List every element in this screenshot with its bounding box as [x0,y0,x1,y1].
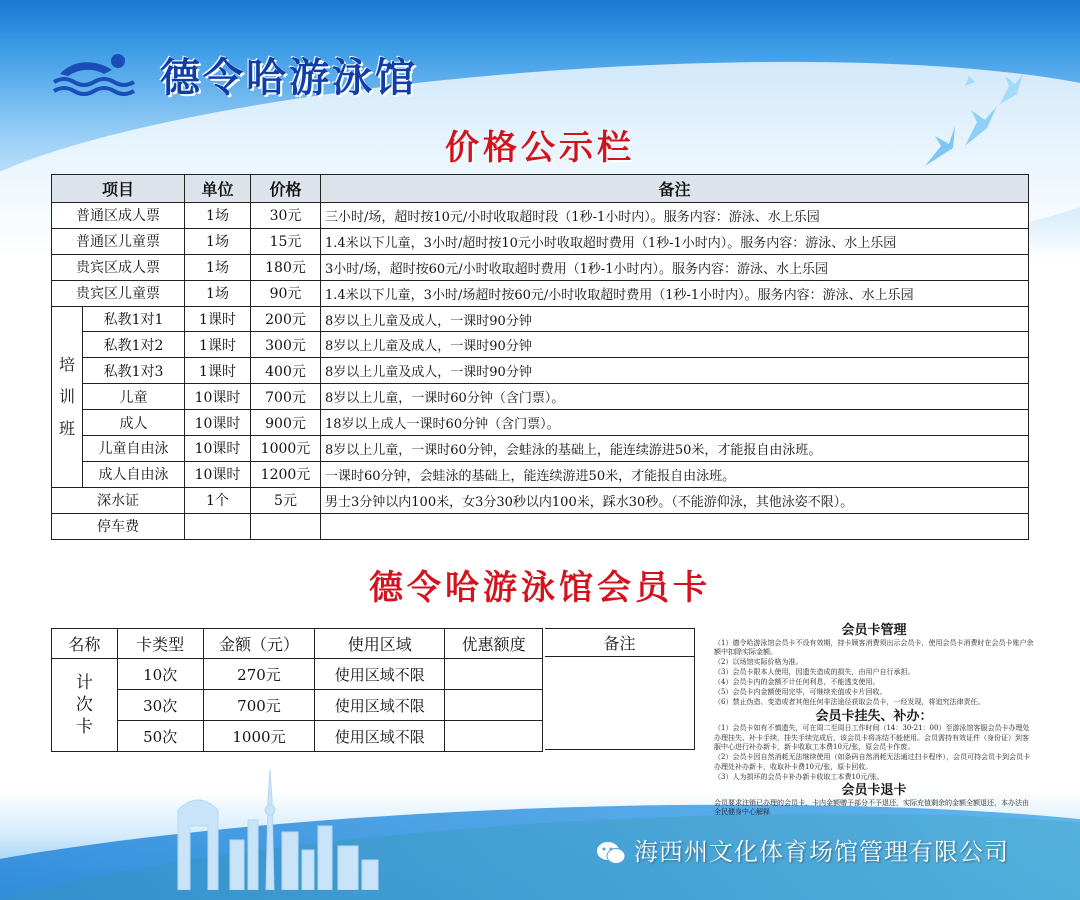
cell-price: 900元 [251,410,321,436]
table-row [52,436,1029,462]
member-header-name: 名称 [52,629,118,659]
cell-item: 贵宾区成人票 [52,254,185,280]
cell-item: 普通区儿童票 [52,228,185,254]
cell-unit: 1场 [185,228,251,254]
cell-item: 儿童 [83,384,185,410]
rule-item: （2）以场馆实际价格为准。 [714,658,803,666]
member-header-note: 备注 [545,628,695,657]
cell-note: 8岁以上儿童及成人，一课时90分钟 [321,306,1029,332]
organization-name: 海西州文化体育场馆管理有限公司 [634,838,1009,866]
cell-unit: 1课时 [185,358,251,384]
table-row [52,659,543,690]
city-skyline-icon [150,770,410,890]
header-price: 价格 [251,175,321,203]
rules-refund-title: 会员卡退卡 [841,783,907,798]
member-table-body [52,659,543,752]
cell-note: 8岁以上儿童及成人，一课时90分钟 [321,332,1029,358]
table-row [52,306,1029,332]
cell-area: 使用区域不限 [315,721,445,752]
cell-unit: 10课时 [185,410,251,436]
member-group-label [52,659,118,752]
cell-price: 400元 [251,358,321,384]
cell-price: 1200元 [251,461,321,487]
rule-item: （6）禁止伪造、变造或者其他任何非法途径获取会员卡，一经发现，将追究法律责任。 [714,698,985,706]
cell-discount [445,721,543,752]
member-card-table [51,628,543,752]
rules-management-title: 会员卡管理 [841,623,907,638]
rules-management-list [714,639,1034,708]
cell-item: 私教1对1 [83,306,185,332]
cell-price: 180元 [251,254,321,280]
member-label-char: 计 [75,673,93,693]
table-row [52,384,1029,410]
rule-item: （5）会员卡内金额使用完毕，可继续充值或卡片回收。 [714,688,887,696]
cell-unit: 1场 [185,280,251,306]
training-label-char: 培 [58,354,75,374]
cell-unit: 10课时 [185,384,251,410]
cell-note: 18岁以上成人一课时60分钟（含门票）。 [321,410,1029,436]
price-board-title: 价格公示栏 [445,128,635,168]
table-row [52,358,1029,384]
cell-price: 5元 [251,487,321,513]
cell-area: 使用区域不限 [315,659,445,690]
cell-price [251,513,321,539]
cell-item: 成人 [83,410,185,436]
cell-unit: 1个 [185,487,251,513]
cell-price: 90元 [251,280,321,306]
member-card-rules [714,622,1034,818]
member-header-area: 使用区域 [315,629,445,659]
cell-amount: 700元 [203,690,315,721]
price-table-header [52,175,1029,203]
cell-unit: 10课时 [185,461,251,487]
cell-item: 成人自由泳 [83,461,185,487]
table-row [52,280,1029,306]
cell-item: 私教1对2 [83,332,185,358]
cell-note: 1.4米以下儿童，3小时/场超时按60元/小时收取超时费用（1秒-1小时内）。服务内容：游泳、水上乐园 [321,280,1029,306]
cell-note: 一课时60分钟，会蛙泳的基础上，能连续游进50米，才能报自由泳班。 [321,461,1029,487]
table-row [52,461,1029,487]
training-group-label [52,306,83,487]
cell-price: 300元 [251,332,321,358]
cell-note: 3小时/场，超时按60元/小时收取超时费用（1秒-1小时内）。服务内容：游泳、水上乐园 [321,254,1029,280]
member-note-blank [545,657,695,750]
member-header-discount: 优惠额度 [445,629,543,659]
header-item: 项目 [52,175,185,203]
member-label-char: 卡 [75,717,93,737]
cell-unit: 1课时 [185,332,251,358]
cell-price: 30元 [251,203,321,229]
cell-item: 贵宾区儿童票 [52,280,185,306]
table-row [52,690,543,721]
cell-note: 8岁以上儿童，一课时60分钟，会蛙泳的基础上，能连续游进50米，才能报自由泳班。 [321,436,1029,462]
cell-price: 200元 [251,306,321,332]
table-row [52,228,1029,254]
price-table [51,174,1029,540]
cell-price: 1000元 [251,436,321,462]
member-table-header [52,629,543,659]
cell-amount: 1000元 [203,721,315,752]
cell-item: 普通区成人票 [52,203,185,229]
cell-card-type: 30次 [117,690,203,721]
cell-item: 私教1对3 [83,358,185,384]
cell-item: 深水证 [52,487,185,513]
rules-loss-title: 会员卡挂失、补办： [815,708,933,724]
cell-note [321,513,1029,539]
venue-title: 德令哈游泳馆 [160,55,418,101]
cell-unit: 10课时 [185,436,251,462]
cell-item: 停车费 [52,513,185,539]
swimmer-logo-icon [52,52,136,96]
member-card-title: 德令哈游泳馆会员卡 [369,568,711,608]
table-row [52,487,1029,513]
rules-refund-list [714,799,1034,818]
header-unit: 单位 [185,175,251,203]
table-row [52,721,543,752]
footer-organization [596,832,1009,867]
rule-item: （3）人为损坏的会员卡补办新卡收取工本费10元/张。 [714,772,884,781]
cell-discount [445,690,543,721]
cell-unit [185,513,251,539]
cell-price: 15元 [251,228,321,254]
member-label-char: 次 [75,695,93,715]
cell-note: 1.4米以下儿童，3小时/超时按10元小时收取超时费用（1秒-1小时内）。服务内容：游泳、水上乐园 [321,228,1029,254]
cell-amount: 270元 [203,659,315,690]
training-label-char: 班 [58,418,75,438]
rule-item: （1）德令哈游泳馆会员卡不设有效期，持卡顾客消费须出示会员卡，使用会员卡消费时在会员卡账户余额中扣除实际金额。 [714,638,1034,656]
cell-card-type: 50次 [117,721,203,752]
cell-item: 儿童自由泳 [83,436,185,462]
table-row [52,203,1029,229]
header-note: 备注 [321,175,1029,203]
rule-item: （4）会员卡内的金额不计任何利息，不能透支使用。 [714,678,880,686]
table-row [52,513,1029,539]
cell-unit: 1课时 [185,306,251,332]
rule-item: （3）会员卡限本人使用，因遗失造成的损失，由用户自行承担。 [714,668,915,676]
cell-discount [445,659,543,690]
table-row [52,410,1029,436]
training-label-char: 训 [58,386,75,406]
cell-note: 三小时/场，超时按10元/小时收取超时段（1秒-1小时内）。服务内容：游泳、水上乐园 [321,203,1029,229]
price-table-body [52,203,1029,540]
rule-item: （1）会员卡如有不慎遗失，可在周二至周日工作时间（14：30-21：00）至游泳馆客服会员卡办理处办理挂失、补卡手续，挂失手续完成后，该会员卡将冻结不能使用。会员需持有效证件（身份证）到客服中心进行补办新卡，新卡收取工本费10元/张，原会员卡作废。 [714,724,1030,751]
cell-unit: 1场 [185,203,251,229]
cell-note: 8岁以上儿童，一课时60分钟（含门票）。 [321,384,1029,410]
member-header-amount: 金额（元） [203,629,315,659]
cell-note: 男士3分钟以内100米，女3分30秒以内100米，踩水30秒。（不能游仰泳，其他泳姿不限）。 [321,487,1029,513]
table-row [52,254,1029,280]
cell-note: 8岁以上儿童及成人，一课时90分钟 [321,358,1029,384]
rule-item: 会员要求注销已办理的会员卡，卡内金额赠予部分不予退还，实际充值剩余的金额全额退还，本办法由全民健身中心解释 [714,798,1029,816]
rule-item: （2）会员卡因自然消耗无法继续使用（如条码自然消耗无法通过扫卡程序），会员可持会员卡到会员卡办理处补办新卡，收取补卡费10元/张，原卡回收。 [714,753,1030,771]
cell-unit: 1场 [185,254,251,280]
table-row [52,332,1029,358]
member-header-type: 卡类型 [117,629,203,659]
cell-area: 使用区域不限 [315,690,445,721]
cell-price: 700元 [251,384,321,410]
wechat-icon [596,840,626,866]
rules-loss-list [714,724,1034,782]
cell-card-type: 10次 [117,659,203,690]
